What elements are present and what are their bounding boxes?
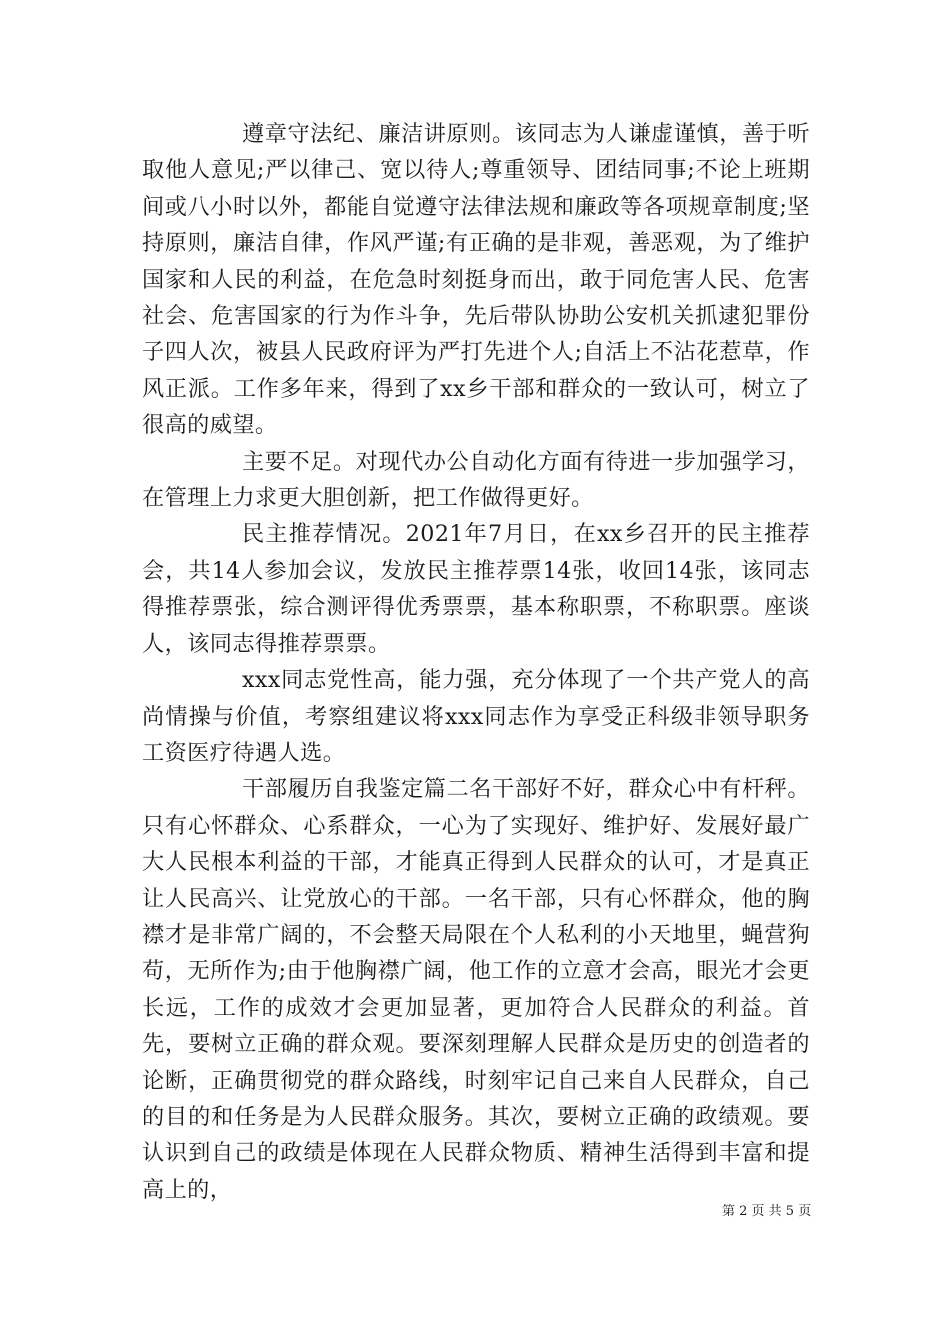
paragraph-part-two: 干部履历自我鉴定篇二名干部好不好，群众心中有杆秤。只有心怀群众、心系群众，一心为了实现好、维护好、发展好最广大人民根本利益的干部，才能真正得到人民群众的认可，才是真正让人民高兴、让党放心的干部。一名干部，只有心怀群众，他的胸襟才是非常广阔的，不会整天局限在个人私利的小天地里，蝇营狗苟，无所作为;由于他胸襟广阔，他工作的立意才会高，眼光才会更长远，工作的成效才会更加显著，更加符合人民群众的利益。首先，要树立正确的群众观。要深刻理解人民群众是历史的创造者的论断，正确贯彻党的群众路线，时刻牢记自己来自人民群众，自己的目的和任务是为人民群众服务。其次，要树立正确的政绩观。要认识到自己的政绩是体现在人民群众物质、精神生活得到丰富和提高上的， bbox=[142, 776, 810, 1203]
document-page bbox=[142, 116, 810, 1208]
page-number-footer: 第 2 页 共 5 页 bbox=[722, 1204, 812, 1219]
paragraph-discipline: 遵章守法纪、廉洁讲原则。该同志为人谦虚谨慎，善于听取他人意见;严以律己、宽以待人;尊重领导、团结同事;不论上班期间或八小时以外，都能自觉遵守法律法规和廉政等各项规章制度;坚持原则，廉洁自律，作风严谨;有正确的是非观，善恶观，为了维护国家和人民的利益，在危急时刻挺身而出，敢于同危害人民、危害社会、危害国家的行为作斗争，先后带队协助公安机关抓逮犯罪份子四人次，被县人民政府评为严打先进个人;自活上不沾花惹草，作风正派。工作多年来，得到了xx乡干部和群众的一致认可，树立了很高的威望。 bbox=[142, 121, 810, 439]
paragraph-recommendation: 民主推荐情况。2021年7月日，在xx乡召开的民主推荐会，共14人参加会议，发放民主推荐票14张，收回14张，该同志得推荐票张，综合测评得优秀票票，基本称职票，不称职票。座谈人，该同志得推荐票票。 bbox=[142, 521, 810, 657]
paragraph-conclusion: xxx同志党性高，能力强，充分体现了一个共产党人的高尚情操与价值，考察组建议将xxx同志作为享受正科级非领导职务工资医疗待遇人选。 bbox=[142, 667, 810, 766]
paragraph-shortcomings: 主要不足。对现代办公自动化方面有待进一步加强学习，在管理上力求更大胆创新，把工作做得更好。 bbox=[142, 448, 810, 512]
